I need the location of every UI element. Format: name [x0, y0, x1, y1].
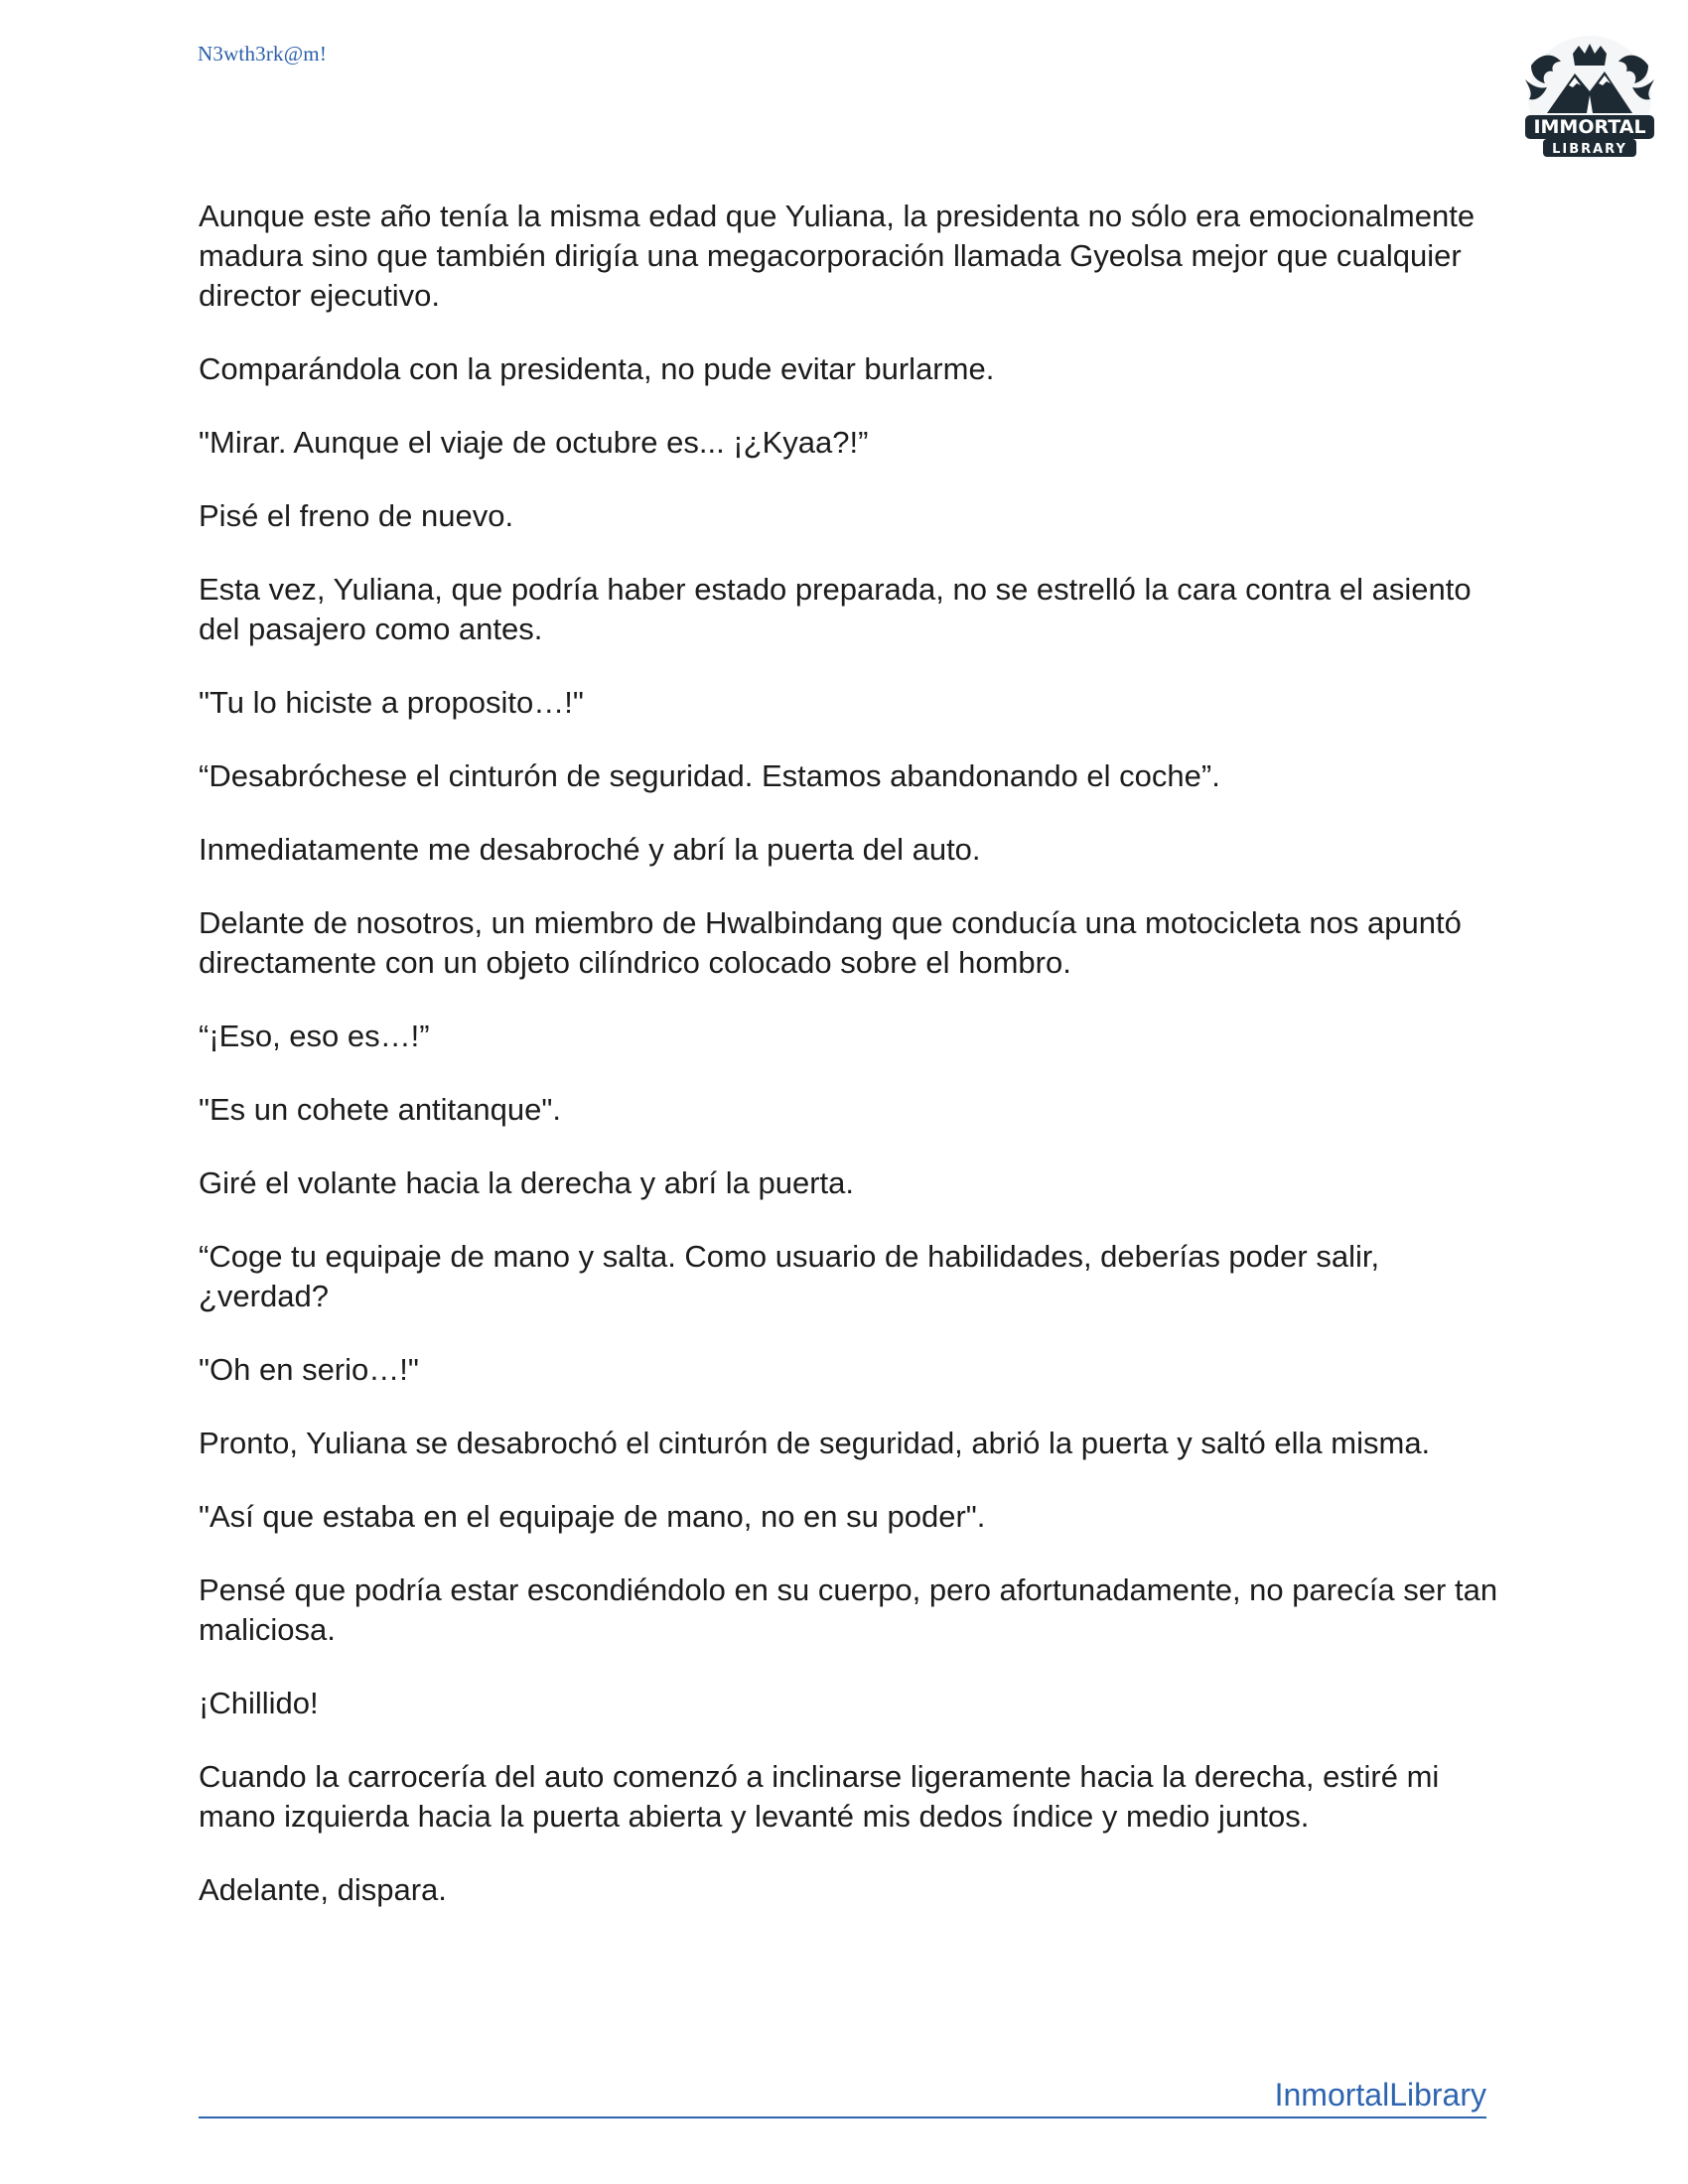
paragraph: Esta vez, Yuliana, que podría haber estado preparada, no se estrelló la cara contra el asiento del pasajero como antes. [199, 572, 1472, 646]
paragraph: Inmediatamente me desabroché y abrí la puerta del auto. [199, 832, 981, 867]
paragraph: Pisé el freno de nuevo. [199, 498, 514, 533]
immortal-library-logo [1517, 36, 1662, 165]
paragraph: "Así que estaba en el equipaje de mano, no en su poder". [199, 1499, 986, 1534]
logo-line2: LIBRARY [1552, 142, 1627, 157]
paragraph: Pensé que podría estar escondiéndolo en su cuerpo, pero afortunadamente, no parecía ser tan maliciosa. [199, 1572, 1498, 1647]
paragraph: Comparándola con la presidenta, no pude evitar burlarme. [199, 351, 995, 386]
paragraph: Aunque este año tenía la misma edad que Yuliana, la presidenta no sólo era emocionalmente madura sino que también dirigía una megacorporación llamada Gyeolsa mejor que cualquier director ejecutivo. [199, 199, 1476, 313]
paragraph: "Mirar. Aunque el viaje de octubre es... ¡¿Kyaa?!” [199, 425, 869, 460]
paragraph: "Oh en serio…!" [199, 1352, 419, 1387]
chapter-body [199, 197, 1499, 1944]
paragraph: “Desabróchese el cinturón de seguridad. Estamos abandonando el coche”. [199, 758, 1220, 793]
paragraph: ¡Chillido! [199, 1686, 319, 1720]
logo-line1: IMMORTAL [1533, 116, 1646, 138]
paragraph: Cuando la carrocería del auto comenzó a inclinarse ligeramente hacia la derecha, estiré mi mano izquierda hacia la puerta abierta y levanté mis dedos índice y medio juntos. [199, 1759, 1440, 1834]
paragraph: "Es un cohete antitanque". [199, 1092, 561, 1127]
paragraph: Adelante, dispara. [199, 1872, 447, 1907]
dragon-mountain-emblem-icon [1517, 36, 1662, 165]
paragraph: Delante de nosotros, un miembro de Hwalbindang que conducía una motocicleta nos apuntó directamente con un objeto cilíndrico colocado sobre el hombro. [199, 905, 1462, 980]
header-watermark: N3wth3rk@m! [198, 42, 328, 66]
paragraph: “¡Eso, eso es…!” [199, 1019, 430, 1053]
paragraph: "Tu lo hiciste a proposito…!" [199, 685, 584, 720]
paragraph: Giré el volante hacia la derecha y abrí la puerta. [199, 1165, 854, 1200]
footer-link[interactable]: InmortalLibrary [1274, 2077, 1486, 2113]
page-footer [199, 2075, 1486, 2118]
paragraph: Pronto, Yuliana se desabrochó el cinturón de seguridad, abrió la puerta y saltó ella misma. [199, 1426, 1431, 1460]
paragraph: “Coge tu equipaje de mano y salta. Como usuario de habilidades, deberías poder salir, ¿verdad? [199, 1239, 1380, 1313]
